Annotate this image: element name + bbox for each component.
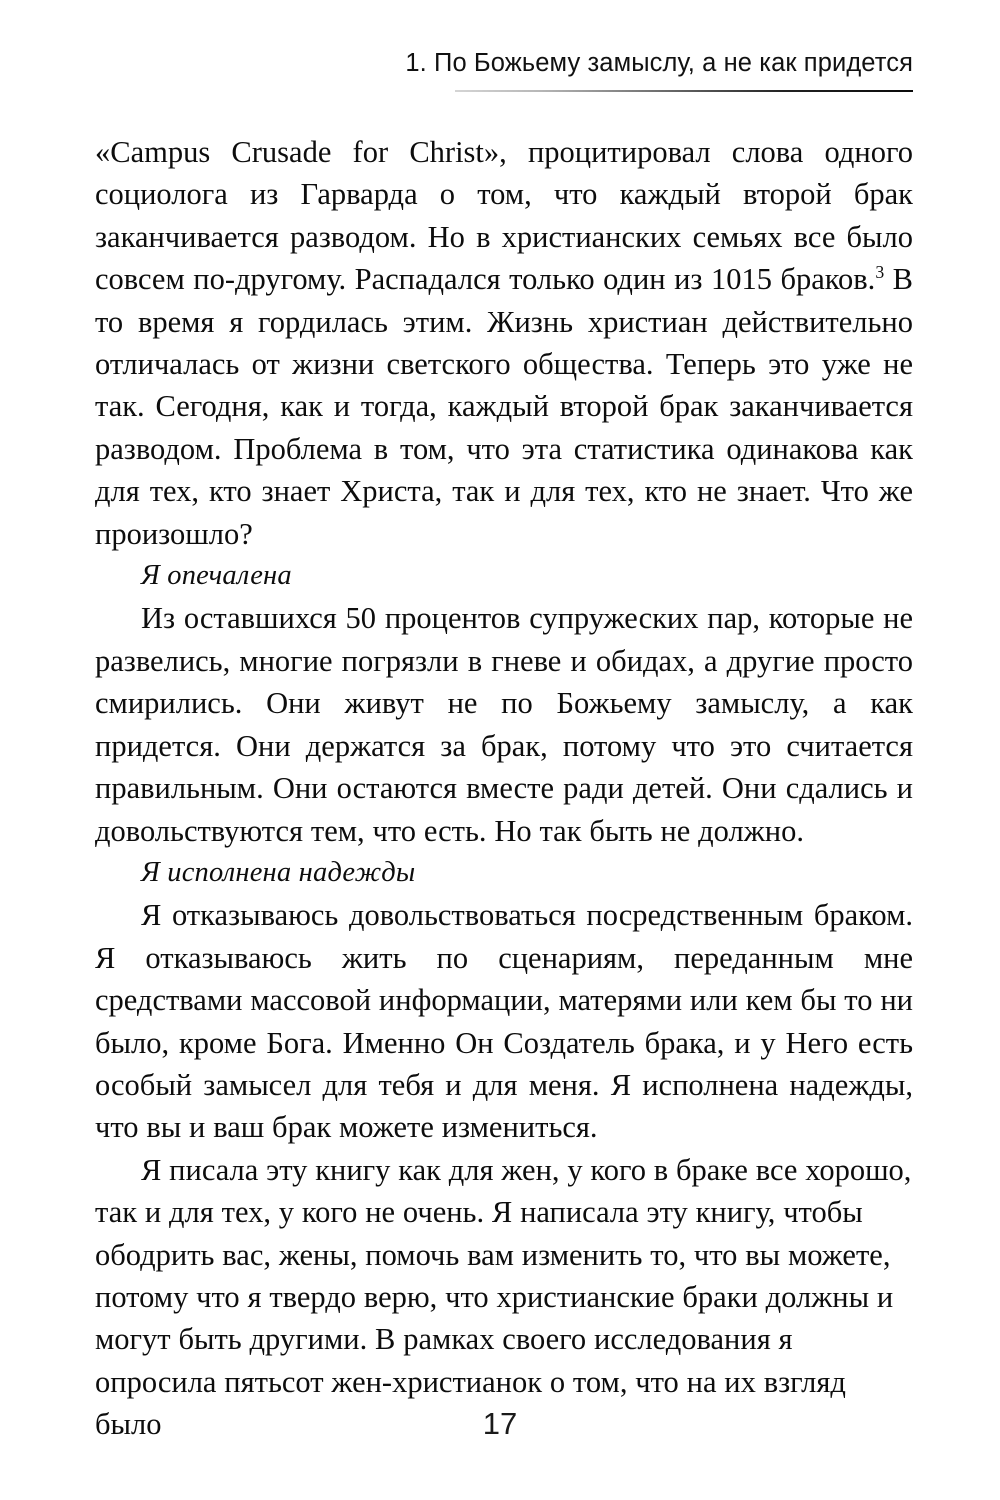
- body-paragraph: Я писала эту книгу как для жен, у кого в браке все хорошо, так и для тех, у кого не очень. Я написала эту книгу, чтобы ободрить вас, жены, помочь вам изменить то, что вы можете, потому что я твердо верю, что христианские браки должны и могут быть другими. В рамках своего исследования я опросила пятьсот жен-христианок о том, что на их взгляд было: [95, 1152, 912, 1442]
- footnote-marker[interactable]: 3: [875, 262, 885, 283]
- paragraph-text-before-footnote: «Campus Crusade for Christ», процитировал слова одного социолога из Гарварда о том, что каждый второй брак заканчивается разводом. Но в христианских семьях все было совсем по-другому. Распадался только один из 1015 браков.: [95, 135, 913, 297]
- body-paragraph: Я отказываюсь довольствоваться посредственным браком. Я отказываюсь жить по сценариям, переданным мне средствами массовой информации, матерями или кем бы то ни было, кроме Бога. Именно Он Создатель брака, и у Него есть особый замысел для тебя и для меня. Я исполнена надежды, что вы и ваш брак можете измениться.: [95, 898, 913, 1145]
- running-head: [95, 46, 913, 92]
- body-paragraph: [95, 131, 913, 555]
- running-head-title: 1. По Божьему замыслу, а не как придется: [405, 49, 913, 77]
- body-paragraph: Из оставшихся 50 процентов супружеских пар, которые не развелись, многие погрязли в гневе и обидах, а другие просто смирились. Они живут не по Божьему замыслу, а как придется. Они держатся за брак, потому что это считается правильным. Они остаются вместе ради детей. Они сдались и довольствуются тем, что есть. Но так быть не должно.: [95, 601, 913, 848]
- section-subheading-sad: Я опечалена: [141, 560, 292, 592]
- paragraph-text-after-footnote: В то время я гордилась этим. Жизнь христиан действительно отличалась от жизни светского общества. Теперь это уже не так. Сегодня, как и тогда, каждый второй брак заканчивается разводом. Проблема в том, что эта статистика одинакова как для тех, кто знает Христа, так и для тех, кто не знает. Что же произошло?: [95, 262, 913, 551]
- running-head-rule: [455, 90, 913, 92]
- text-column: [95, 131, 913, 1446]
- section-subheading-hopeful: Я исполнена надежды: [141, 856, 416, 888]
- page-number: 17: [482, 1406, 518, 1441]
